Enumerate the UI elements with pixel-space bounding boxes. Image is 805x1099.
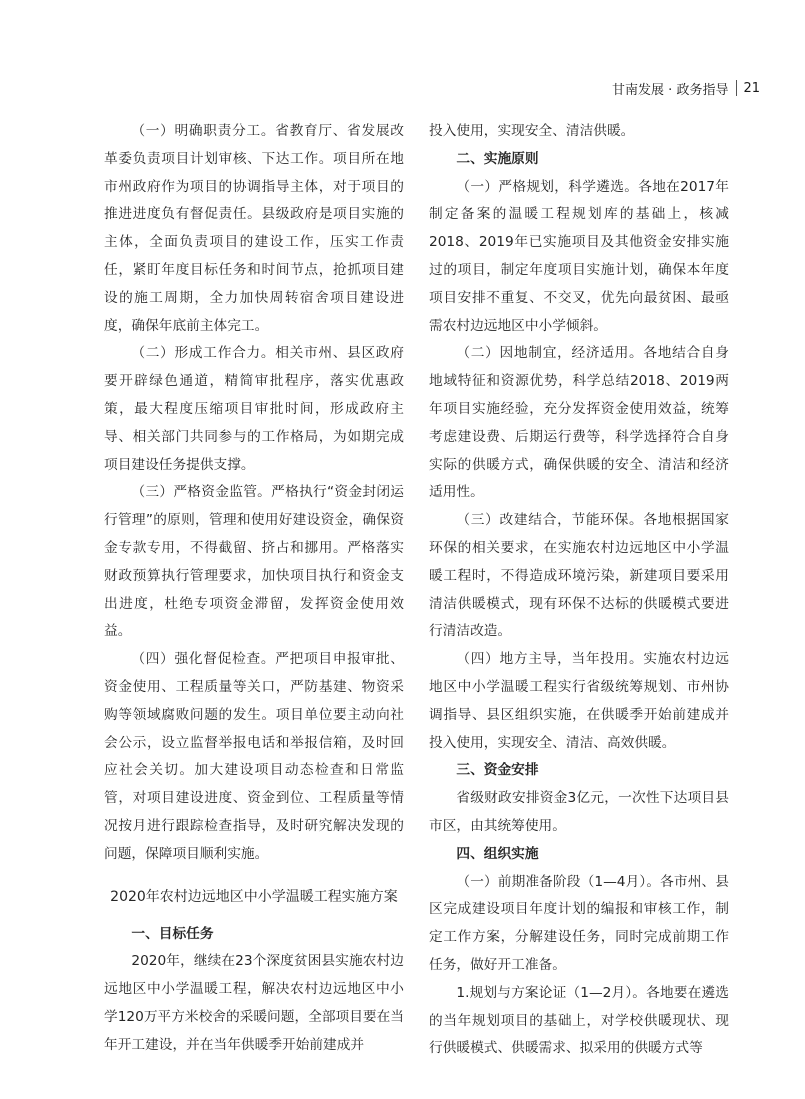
paragraph: （四）地方主导，当年投用。实施农村边远地区中小学温暖工程实行省级统筹规划、市州协调指导、县区组织实施，在供暖季开始前建成并投入使用，实现安全、清洁、高效供暖。: [429, 651, 729, 751]
running-header: [560, 76, 760, 100]
page-number: 21: [743, 80, 760, 96]
section-heading: 二、实施原则: [456, 150, 539, 167]
paragraph: 1.规划与方案论证（1—2月）。各地要在遴选的当年规划项目的基础上，对学校供暖现状、现行供暖模式、供暖需求、拟采用的供暖方式等: [429, 984, 729, 1057]
paragraph: （二）形成工作合力。相关市州、县区政府要开辟绿色通道，精简审批程序，落实优惠政策，最大程度压缩项目审批时间，形成政府主导、相关部门共同参与的工作格局，为如期完成项目建设任务提供支撑。: [104, 345, 404, 473]
header-divider: [736, 80, 737, 96]
paragraph: （一）严格规划，科学遴选。各地在2017年制定备案的温暖工程规划库的基础上，核减2018、2019年已实施项目及其他资金安排实施过的项目，制定年度项目实施计划，确保本年度项目安排不重复、不交叉，优先向最贫困、最亟需农村边远地区中小学倾斜。: [429, 178, 729, 334]
paragraph: 省级财政安排资金3亿元，一次性下达项目县市区，由其统筹使用。: [429, 790, 729, 834]
paragraph: （三）改建结合，节能环保。各地根据国家环保的相关要求，在实施农村边远地区中小学温暖工程时，不得造成环境污染，新建项目要采用清洁供暖模式，现有环保不达标的供暖模式要进行清洁改造。: [429, 512, 729, 640]
paragraph: （一）明确职责分工。省教育厅、省发展改革委负责项目计划审核、下达工作。项目所在地市州政府作为项目的协调指导主体，对于项目的推进进度负有督促责任。县级政府是项目实施的主体，全面负责项目的建设工作，压实工作责任，紧盯年度目标任务和时间节点，抢抓项目建设的施工周期，全力加快周转宿舍项目建设进度，确保年底前主体完工。: [104, 123, 404, 334]
header-section-title: 甘南发展 · 政务指导: [612, 82, 729, 98]
paragraph: 2020年，继续在23个深度贫困县实施农村边远地区中小学温暖工程，解决农村边远地区中小学120万平方米校舍的采暖问题，全部项目要在当年开工建设，并在当年供暖季开始前建成并: [104, 953, 404, 1053]
paragraph: （四）强化督促检查。严把项目申报审批、资金使用、工程质量等关口，严防基建、物资采购等领域腐败问题的发生。项目单位要主动向社会公示，设立监督举报电话和举报信箱，及时回应社会关切。加大建设项目动态检查和日常监管，对项目建设进度、资金到位、工程质量等情况按月进行跟踪检查指导，及时研究解决发现的问题，保障项目顺利实施。: [104, 651, 404, 862]
paragraph: （二）因地制宜，经济适用。各地结合自身地域特征和资源优势，科学总结2018、2019两年项目实施经验，充分发挥资金使用效益，统筹考虑建设费、后期运行费等，科学选择符合自身实际的供暖方式，确保供暖的安全、清洁和经济适用性。: [429, 345, 729, 501]
left-column: [104, 118, 404, 1060]
paragraph: （三）严格资金监管。严格执行“资金封闭运行管理”的原则，管理和使用好建设资金，确保资金专款专用，不得截留、挤占和挪用。严格落实财政预算执行管理要求，加快项目执行和资金支出进度，杜绝专项资金滞留，发挥资金使用效益。: [104, 484, 404, 640]
document-title: 2020年农村边远地区中小学温暖工程实施方案: [110, 888, 398, 905]
section-heading: 四、组织实施: [456, 845, 539, 862]
paragraph: （一）前期准备阶段（1—4月）。各市州、县区完成建设项目年度计划的编报和审核工作，制定工作方案，分解建设任务，同时完成前期工作任务，做好开工准备。: [429, 873, 729, 973]
right-column: [429, 118, 729, 1063]
paragraph: 投入使用，实现安全、清洁供暖。: [429, 123, 635, 139]
section-heading: 三、资金安排: [456, 762, 539, 779]
section-heading: 一、目标任务: [131, 925, 214, 942]
